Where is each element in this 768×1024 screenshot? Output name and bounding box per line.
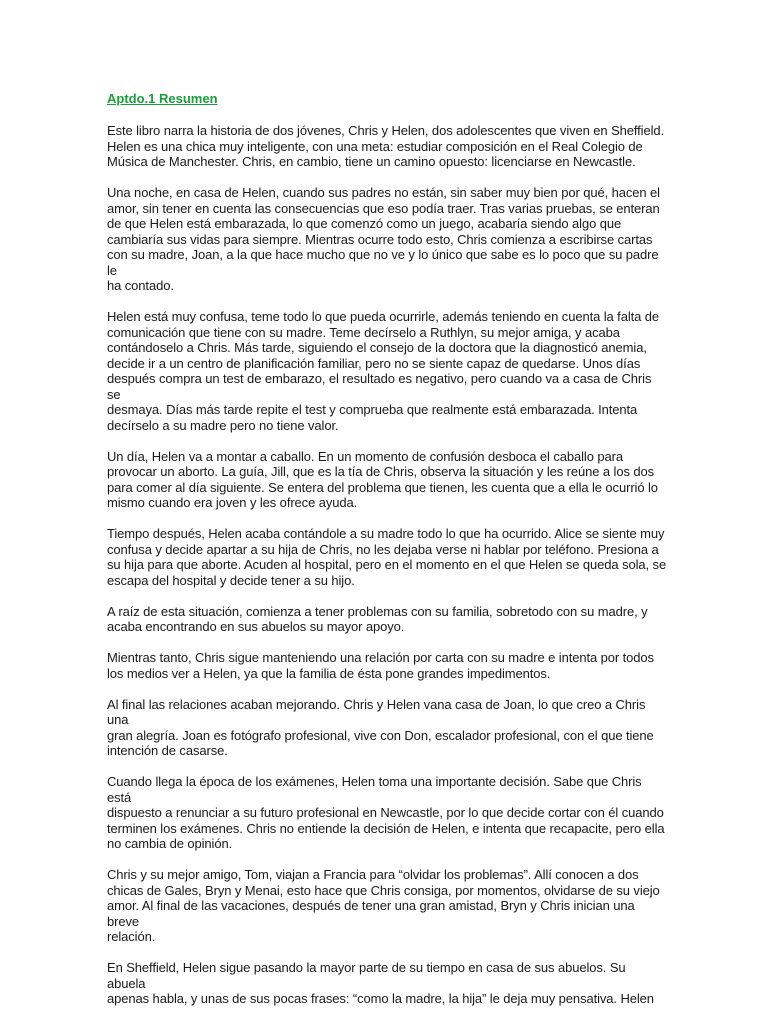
paragraph: Chris y su mejor amigo, Tom, viajan a Francia para “olvidar los problemas”. Allí conocen a dos chicas de Gales, Bryn y Menai, esto hace que Chris consiga, por momentos, olvidarse de su viejo amor. Al final de las vacaciones, después de tener una gran amistad, Bryn y Chris inician una breve relación. xyxy=(107,867,660,944)
paragraph: A raíz de esta situación, comienza a tener problemas con su familia, sobretodo con su madre, y acaba encontrando en sus abuelos su mayor apoyo. xyxy=(107,603,648,634)
paragraph: Cuando llega la época de los exámenes, Helen toma una importante decisión. Sabe que Chris está dispuesto a renunciar a su futuro profesional en Newcastle, por lo que decide cortar con él cuando terminen los exámenes. Chris no entiende la decisión de Helen, e intenta que recapacite, pero ella no cambia de opinión. xyxy=(107,774,665,851)
paragraph: Un día, Helen va a montar a caballo. En un momento de confusión desboca el caballo para provocar un aborto. La guía, Jill, que es la tía de Chris, observa la situación y les reúne a los dos para comer al día siguiente. Se entera del problema que tienen, les cuenta que a ella le ocurrió lo mismo cuando era joven y les ofrece ayuda. xyxy=(107,448,658,510)
paragraph: Tiempo después, Helen acaba contándole a su madre todo lo que ha ocurrido. Alice se siente muy confusa y decide apartar a su hija de Chris, no les dejaba verse ni hablar por teléfono. Presiona a su hija para que aborte. Acuden al hospital, pero en el momento en el que Helen se queda sola, se escapa del hospital y decide tener a su hijo. xyxy=(107,526,667,588)
paragraph: Mientras tanto, Chris sigue manteniendo una relación por carta con su madre e intenta por todos los medios ver a Helen, ya que la familia de ésta pone grandes impedimentos. xyxy=(107,650,654,681)
document-page xyxy=(107,91,667,1022)
document-heading: Aptdo.1 Resumen xyxy=(107,91,218,106)
paragraph: Este libro narra la historia de dos jóvenes, Chris y Helen, dos adolescentes que viven en Sheffield. Helen es una chica muy inteligente, con una meta: estudiar composición en el Real Colegio de Música de Manchester. Chris, en cambio, tiene un camino opuesto: licenciarse en Newcastle. xyxy=(107,123,665,169)
paragraph: En Sheffield, Helen sigue pasando la mayor parte de su tiempo en casa de sus abuelos. Su abuela apenas habla, y unas de sus pocas frases: “como la madre, la hija” le deja muy pensativa. Helen xyxy=(107,960,654,1006)
paragraph: Helen está muy confusa, teme todo lo que pueda ocurrirle, además teniendo en cuenta la falta de comunicación que tiene con su madre. Teme decírselo a Ruthlyn, su mejor amiga, y acaba contándoselo a Chris. Más tarde, siguiendo el consejo de la doctora que la diagnosticó anemia, decide ir a un centro de planificación familiar, pero no se siente capaz de quedarse. Unos días después compra un test de embarazo, el resultado es negativo, pero cuando va a casa de Chris se desmaya. Días más tarde repite el test y comprueba que realmente está embarazada. Intenta decírselo a su madre pero no tiene valor. xyxy=(107,309,660,433)
paragraph: Al final las relaciones acaban mejorando. Chris y Helen vana casa de Joan, lo que creo a Chris una gran alegría. Joan es fotógrafo profesional, vive con Don, escalador profesional, con el que tiene intención de casarse. xyxy=(107,696,654,758)
paragraph: Una noche, en casa de Helen, cuando sus padres no están, sin saber muy bien por qué, hacen el amor, sin tener en cuenta las consecuencias que eso podía traer. Tras varias pruebas, se enteran de que Helen está embarazada, lo que comenzó como un juego, acabaría siendo algo que cambiaría sus vidas para siempre. Mientras ocurre todo esto, Chris comienza a escribirse cartas con su madre, Joan, a la que hace mucho que no ve y lo único que sabe es lo poco que su padre le ha contado. xyxy=(107,185,660,293)
